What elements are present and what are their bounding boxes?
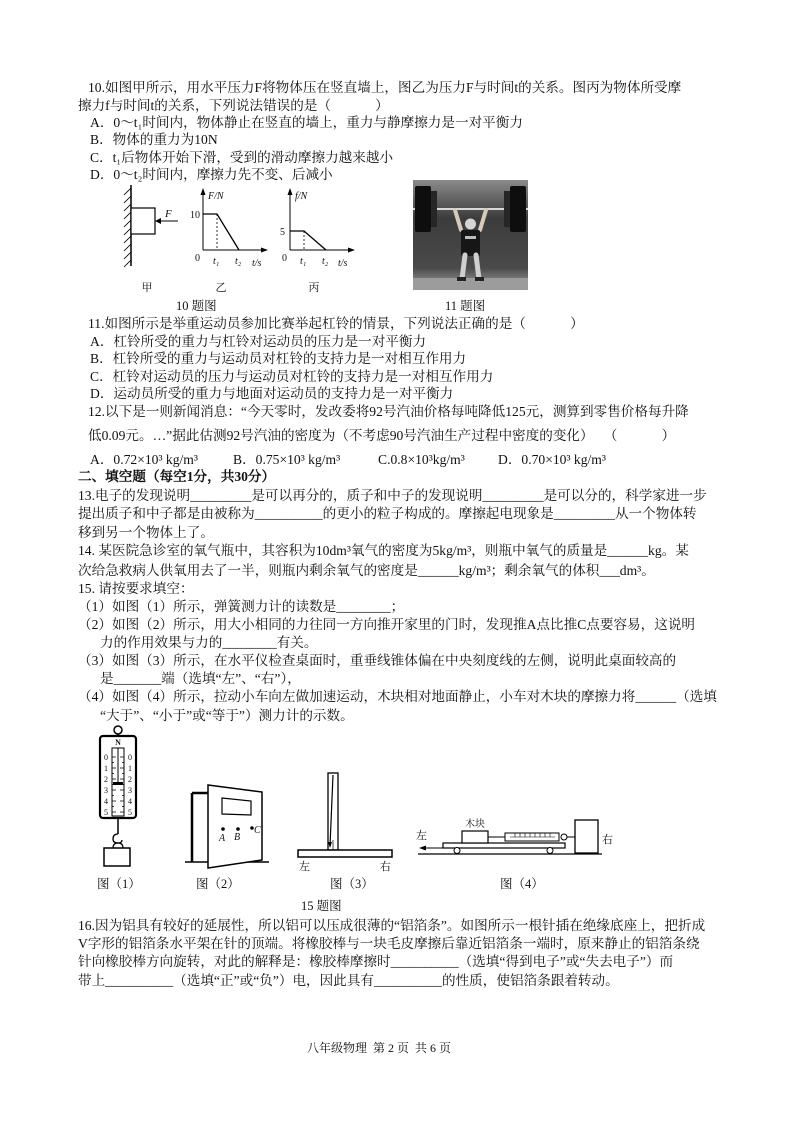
force-curve	[203, 214, 239, 250]
q14-line-2: 次给急救病人供氧用去了一半，则瓶内剩余氧气的密度是______kg/m³；剩余氧气的体积___dm³。	[78, 563, 655, 578]
scale-tick-right: 0	[128, 753, 132, 762]
cart-left-label: 左	[416, 830, 427, 842]
q12-option-b: B．0.75×10³ kg/m³	[233, 452, 341, 467]
cart-board	[443, 843, 565, 848]
q15-item-3-line-2: 是_______端（选填“左”、“右”），	[100, 671, 301, 686]
q10-option-a: A．0～t₁时间内，物体静止在竖直的墙上，重力与静摩擦力是一对平衡力	[90, 115, 523, 130]
level-left-label: 左	[299, 861, 310, 873]
door-point-a: A	[219, 833, 226, 844]
scale-tick-right: 1	[128, 764, 132, 773]
cart-right-label: 右	[602, 834, 613, 846]
q10-option-c: C．t₁后物体开始下滑，受到的滑动摩擦力越来越小	[90, 150, 394, 165]
q14-line-1: 14. 某医院急诊室的氧气瓶中，其容积为10dm³氧气的密度为5kg/m³，则瓶中氧气的质量是______kg。某	[78, 543, 689, 558]
scale-tick-left: 3	[104, 786, 108, 795]
q11-option-a: A．杠铃所受的重力与杠铃对运动员的压力是一对平衡力	[90, 334, 427, 349]
q10-figure-caption: 10 题图	[176, 299, 217, 313]
wood-block	[462, 831, 488, 843]
q15-item-2-line-1: （2）如图（2）所示，用大小相同的力往同一方向推开家里的门时，发现推A点比推C点要容易，这说明	[78, 617, 696, 632]
q16-line-2: V字形的铝箔条水平架在针的顶端。将橡胶棒与一块毛皮摩擦后靠近铝箔条一端时，原来静止的铝箔条绕	[78, 936, 700, 951]
figure-1-label: 图（1）	[97, 877, 141, 891]
scale-unit: N	[115, 738, 121, 747]
graph-bing-ylabel: f/N	[295, 191, 308, 202]
q15-item-4-line-2: “大于”、“小于”或“等于”）测力计的示数。	[100, 708, 354, 723]
level-figure	[295, 770, 395, 874]
graph-bing-t1: t₁	[300, 256, 307, 267]
barbell-plate-left	[415, 186, 431, 232]
q12-option-d: D．0.70×10³ kg/m³	[498, 452, 606, 467]
spring-scale-figure	[96, 724, 142, 870]
q10-option-b: B．物体的重力为10N	[90, 132, 218, 147]
q15-item-2-line-2: 力的作用效果与力的________有关。	[100, 635, 318, 650]
figure-jia-label: 甲	[141, 282, 153, 294]
graph-bing-origin: 0	[282, 253, 287, 264]
q16-line-1: 16.因为铝具有较好的延展性，所以铝可以压成很薄的“铝箔条”。如图所示一根针插在绝缘底座上，把折成	[78, 918, 706, 933]
q10-stem-line-1: 10.如图甲所示，用水平压力F将物体压在竖直墙上，图乙为压力F与时间t的关系。图丙为物体所受摩	[88, 80, 682, 95]
q11-option-c: C．杠铃对运动员的压力与运动员对杠铃的支持力是一对相互作用力	[90, 369, 494, 384]
graph-yi-t1: t₁	[213, 256, 220, 267]
friction-curve	[290, 231, 326, 250]
q16-line-4: 带上__________（选填“正”或“负”）电，因此具有__________的性质，使铝箔条跟着转动。	[78, 973, 619, 988]
q12-stem-line-2: 低0.09元。…”据此估测92号汽油的密度为（不考虑90号汽油生产过程中密度的变化） （ ）	[88, 428, 676, 443]
page-footer: 八年级物理 第 2 页 共 6 页	[307, 1041, 452, 1055]
q16-line-3: 针向橡胶棒方向旋转，对此的解释是：橡胶棒摩擦时__________（选填“得到电子”或“失去电子”）而	[78, 954, 674, 969]
q13-line-1: 13.电子的发现说明_________是可以再分的，质子和中子的发现说明_________是可以分的，科学家进一步	[78, 488, 707, 503]
scale-pointer	[113, 782, 123, 785]
tabletop	[298, 850, 392, 857]
door-figure	[183, 778, 271, 872]
force-label: F	[165, 208, 172, 220]
q12-stem-line-1: 12.以下是一则新闻消息：“今天零时，发改委将92号汽油价格每吨降低125元，测算到零售价格每升降	[88, 404, 689, 419]
graph-yi-ylabel: F/N	[208, 191, 224, 202]
q10-stem-line-2: 擦力f与时间t的关系，下列说法错误的是（ ）	[78, 98, 389, 113]
scale-tick-left: 2	[104, 775, 108, 784]
q13-line-3: 移到另一个物体上了。	[78, 525, 214, 540]
scale-tick-right: 5	[128, 808, 132, 817]
cart-figure	[410, 815, 615, 857]
q15-item-1: （1）如图（1）所示，弹簧测力计的读数是________；	[78, 599, 405, 614]
q11-option-d: D．运动员所受的重力与地面对运动员的支持力是一对平衡力	[90, 386, 454, 401]
q11-figure-caption: 11 题图	[445, 299, 486, 313]
scale-tick-left: 0	[104, 753, 108, 762]
q10-option-d: D．0～t₂时间内，摩擦力先不变、后减小	[90, 167, 333, 182]
q15-item-4-line-1: （4）如图（4）所示，拉动小车向左做加速运动，木块相对地面静止，小车对木块的摩擦力将______（选填	[78, 689, 717, 704]
q15-item-3-line-1: （3）如图（3）所示，在水平仪检查桌面时，重垂线锥体偏在中央刻度线的左侧，说明此桌面较高的	[78, 653, 677, 668]
graph-yi-xlabel: t/s	[252, 258, 262, 269]
figure-2-label: 图（2）	[196, 877, 240, 891]
pull-arrow	[419, 846, 426, 851]
graph-yi-ytick: 10	[190, 210, 200, 221]
graph-bing-t2: t₂	[322, 256, 329, 267]
q12-option-c: C.0.8×10³kg/m³	[378, 452, 465, 467]
weightlifter-photo	[413, 180, 528, 290]
figure-3-label: 图（3）	[330, 877, 374, 891]
door-point-b: B	[234, 832, 241, 843]
level-right-label: 右	[380, 861, 391, 873]
scale-tick-right: 3	[128, 786, 132, 795]
q11-option-b: B．杠铃所受的重力与运动员对杠铃的支持力是一对相互作用力	[90, 351, 467, 366]
block	[131, 208, 155, 234]
fixed-post	[575, 820, 598, 853]
scale-tick-left: 1	[104, 764, 108, 773]
q15-intro: 15. 请按要求填空：	[78, 581, 194, 596]
scale-tick-left: 5	[104, 808, 108, 817]
q15-figure-caption: 15 题图	[301, 899, 342, 913]
scale-tick-left: 4	[104, 797, 108, 806]
graph-bing-name: 丙	[308, 282, 320, 294]
athlete-body	[461, 230, 480, 256]
graph-yi	[190, 188, 268, 294]
graph-yi-name: 乙	[215, 282, 227, 294]
figure-4-label: 图（4）	[500, 877, 544, 891]
q10-figure	[110, 180, 360, 298]
graph-yi-origin: 0	[195, 253, 200, 264]
q13-line-2: 提出质子和中子都是由被称为__________的更小的粒子构成的。摩擦起电现象是_________从一个物体转	[78, 506, 697, 521]
graph-bing	[280, 188, 355, 294]
figure-jia-wall-block	[124, 185, 178, 294]
q11-stem: 11.如图所示是举重运动员参加比赛举起杠铃的情景，下列说法正确的是（ ）	[88, 316, 584, 331]
hanging-weight	[104, 848, 130, 866]
q12-option-a: A．0.72×10³ kg/m³	[90, 452, 198, 467]
barbell-plate-right	[510, 186, 526, 232]
door-point-c: C	[254, 825, 261, 836]
scale-tick-right: 2	[128, 775, 132, 784]
section-heading: 二、填空题（每空1分，共30分）	[78, 469, 276, 484]
wood-block-label: 木块	[465, 819, 485, 830]
graph-bing-ytick: 5	[280, 227, 285, 238]
graph-yi-t2: t₂	[235, 256, 242, 267]
scale-tick-right: 4	[128, 797, 132, 806]
graph-bing-xlabel: t/s	[338, 258, 348, 269]
